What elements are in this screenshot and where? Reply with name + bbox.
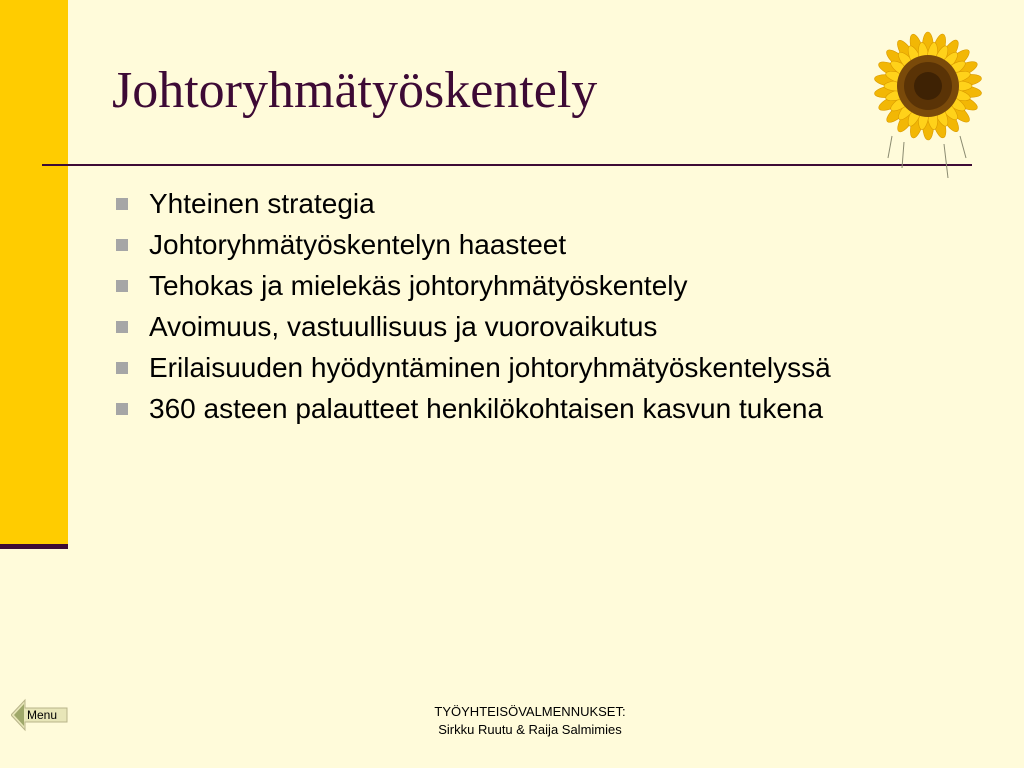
sunflower-icon: [842, 8, 1012, 184]
menu-button[interactable]: [11, 698, 69, 732]
bullet-item: [112, 309, 912, 344]
accent-bar-rule: [0, 544, 68, 549]
bullet-text: Yhteinen strategia: [149, 188, 375, 219]
title-divider: [42, 164, 972, 166]
bullet-item: [112, 186, 912, 221]
accent-bar: [0, 0, 68, 545]
bullet-text: Avoimuus, vastuullisuus ja vuorovaikutus: [149, 311, 658, 342]
bullet-item: [112, 268, 912, 303]
bullet-marker-icon: [116, 403, 128, 415]
bullet-list: [112, 186, 912, 432]
footer: [380, 703, 680, 739]
bullet-item: [112, 391, 912, 426]
bullet-item: [112, 350, 912, 385]
bullet-marker-icon: [116, 362, 128, 374]
bullet-text: 360 asteen palautteet henkilökohtaisen kasvun tukena: [149, 393, 824, 424]
bullet-text: Tehokas ja mielekäs johtoryhmätyöskentely: [149, 270, 688, 301]
bullet-text: Erilaisuuden hyödyntäminen johtoryhmätyöskentelyssä: [149, 352, 831, 383]
bullet-marker-icon: [116, 239, 128, 251]
bullet-marker-icon: [116, 280, 128, 292]
bullet-marker-icon: [116, 321, 128, 333]
footer-line-1: TYÖYHTEISÖVALMENNUKSET:: [434, 704, 626, 719]
slide-title: Johtoryhmätyöskentely: [112, 62, 598, 119]
bullet-marker-icon: [116, 198, 128, 210]
bullet-text: Johtoryhmätyöskentelyn haasteet: [149, 229, 567, 260]
bullet-item: [112, 227, 912, 262]
menu-label: Menu: [27, 708, 58, 722]
footer-line-2: Sirkku Ruutu & Raija Salmimies: [438, 722, 622, 737]
